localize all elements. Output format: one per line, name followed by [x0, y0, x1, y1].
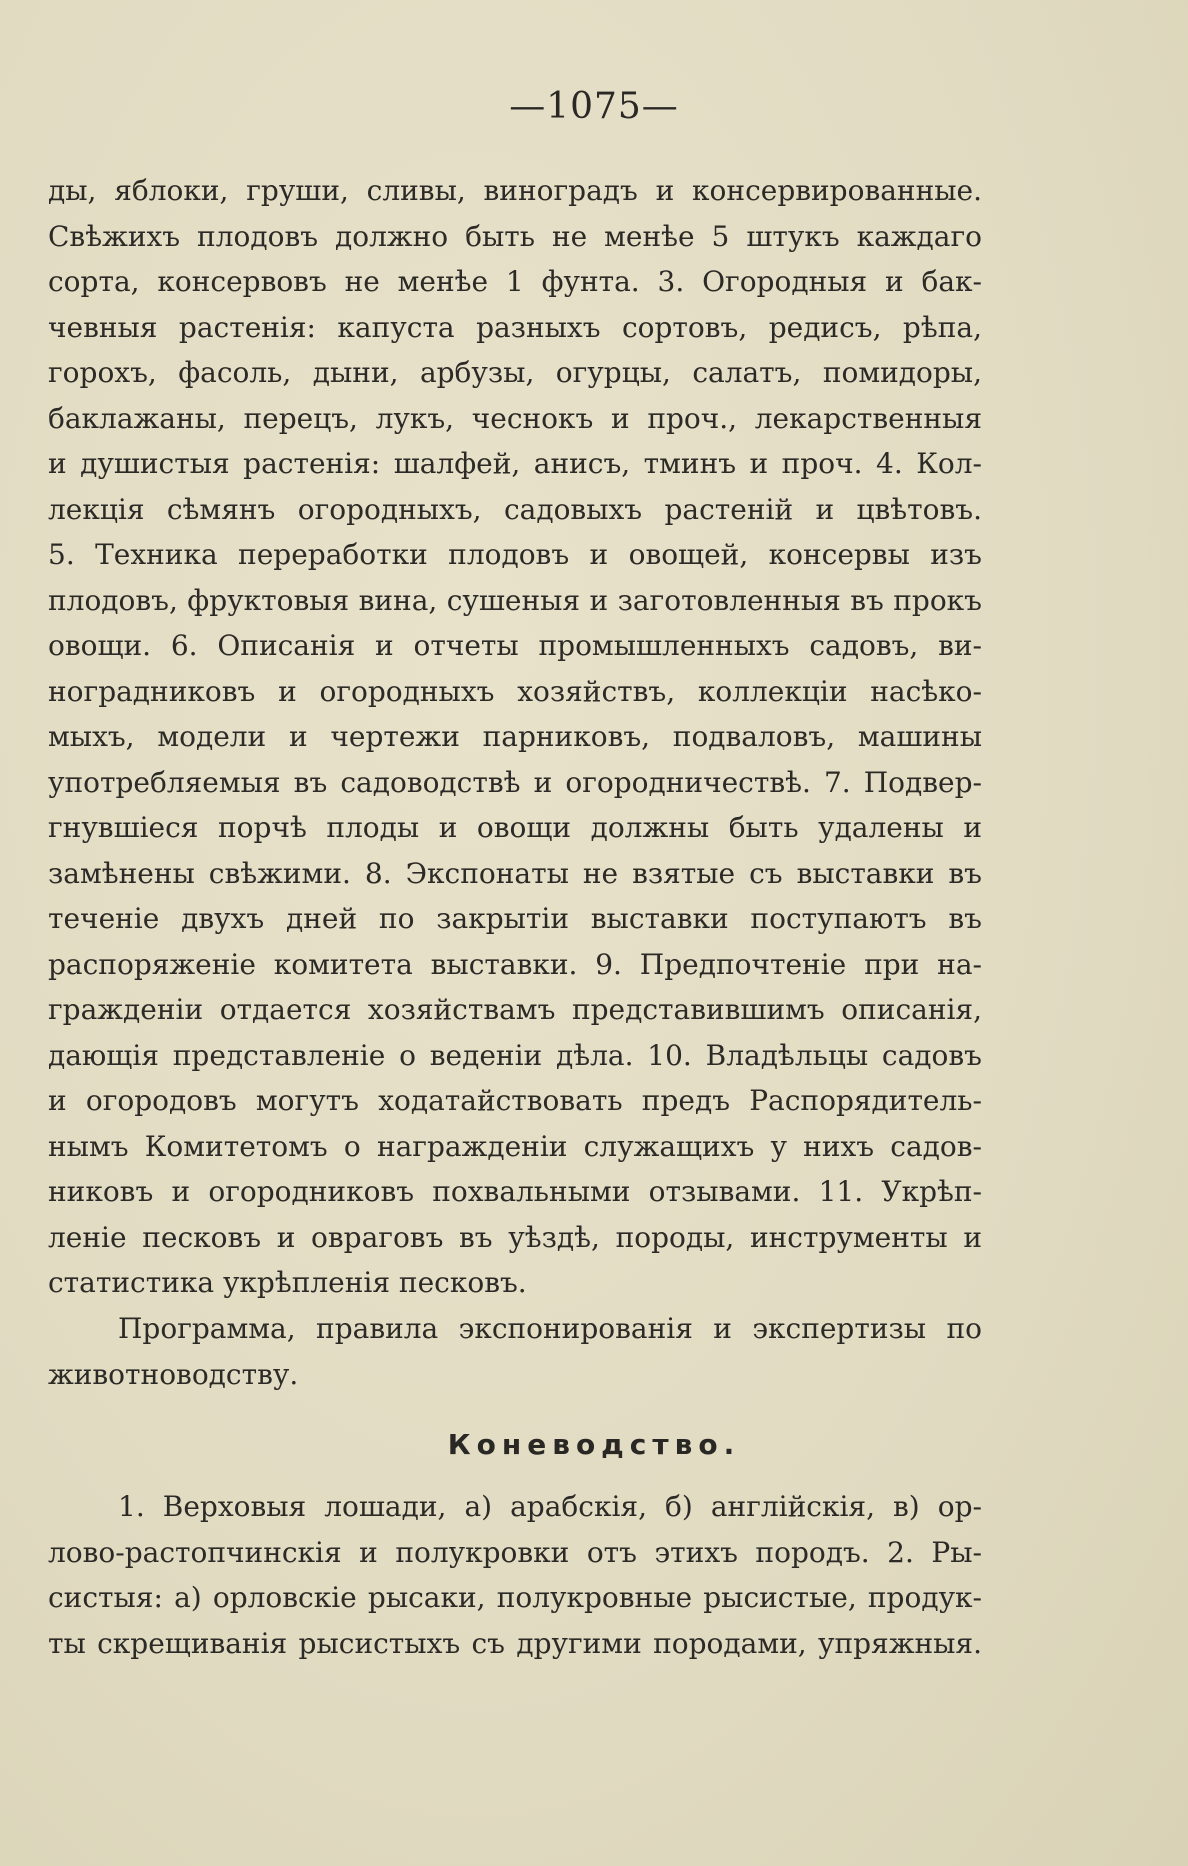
text-line: статистика укрѣпленія песковъ. [48, 1266, 527, 1299]
paragraph-horticulture-list [48, 168, 982, 1306]
text-line: теченіе двухъ дней по закрытіи выставки поступаютъ въ [48, 902, 982, 935]
section-heading: Коневодство. [447, 1428, 741, 1461]
text-line: лово-растопчинскія и полукровки отъ этихъ породъ. 2. Ры- [48, 1535, 982, 1569]
text-line: лекція сѣмянъ огородныхъ, садовыхъ растеній и цвѣтовъ. [48, 492, 982, 526]
text-line: Программа, правила экспонированія и экспертизы по [118, 1312, 982, 1345]
text-line: и душистыя растенія: шалфей, анисъ, тминъ и проч. 4. Кол- [48, 447, 982, 480]
text-line: нымъ Комитетомъ о награжденіи служащихъ у нихъ садов- [48, 1129, 982, 1163]
text-line: плодовъ, фруктовыя вина, сушеныя и заготовленныя въ прокъ [48, 583, 982, 617]
text-line: гражденіи отдается хозяйствамъ представившимъ описанія, [48, 993, 982, 1026]
text-line: ноградниковъ и огородныхъ хозяйствъ, коллекціи насѣко- [48, 674, 982, 708]
text-line: чевныя растенія: капуста разныхъ сортовъ, редисъ, рѣпа, [48, 310, 982, 344]
paragraph-livestock-program [48, 1306, 982, 1397]
text-line: мыхъ, модели и чертежи парниковъ, подваловъ, машины [48, 720, 982, 753]
text-line: Свѣжихъ плодовъ должно быть не менѣе 5 штукъ каждаго [48, 219, 982, 253]
text-line: горохъ, фасоль, дыни, арбузы, огурцы, салатъ, помидоры, [48, 356, 982, 389]
text-line: ты скрещиванія рысистыхъ съ другими породами, упряжныя. [48, 1626, 982, 1660]
text-line: систыя: а) орловскіе рысаки, полукровные рысистые, продук- [48, 1581, 982, 1614]
paragraph-horse-breeding [48, 1484, 982, 1666]
text-line: овощи. 6. Описанія и отчеты промышленныхъ садовъ, ви- [48, 629, 982, 662]
text-line: ды, яблоки, груши, сливы, виноградъ и консервированные. [48, 174, 982, 207]
text-line: замѣнены свѣжими. 8. Экспонаты не взятые съ выставки въ [48, 856, 982, 890]
text-line: никовъ и огородниковъ похвальными отзывами. 11. Укрѣп- [48, 1175, 982, 1208]
text-line: 1. Верховыя лошади, а) арабскія, б) англійскія, в) ор- [118, 1490, 982, 1523]
text-line: леніе песковъ и овраговъ въ уѣздѣ, породы, инструменты и [48, 1220, 982, 1254]
text-line: сорта, консервовъ не менѣе 1 фунта. 3. Огородныя и бак- [48, 265, 982, 298]
text-line: распоряженіе комитета выставки. 9. Предпочтеніе при на- [48, 947, 982, 981]
page-number: —1075— [509, 86, 679, 127]
text-line: и огородовъ могутъ ходатайствовать предъ Распорядитель- [48, 1084, 982, 1117]
text-line: употребляемыя въ садоводствѣ и огородничествѣ. 7. Подвер- [48, 765, 982, 799]
text-line: 5. Техника переработки плодовъ и овощей, консервы изъ [48, 538, 982, 571]
text-line: дающія представленіе о веденіи дѣла. 10. Владѣльцы садовъ [48, 1038, 982, 1072]
text-line: баклажаны, перецъ, лукъ, чеснокъ и проч., лекарственныя [48, 401, 982, 435]
text-line: животноводству. [48, 1357, 299, 1391]
text-line: гнувшіеся порчѣ плоды и овощи должны быть удалены и [48, 811, 982, 844]
